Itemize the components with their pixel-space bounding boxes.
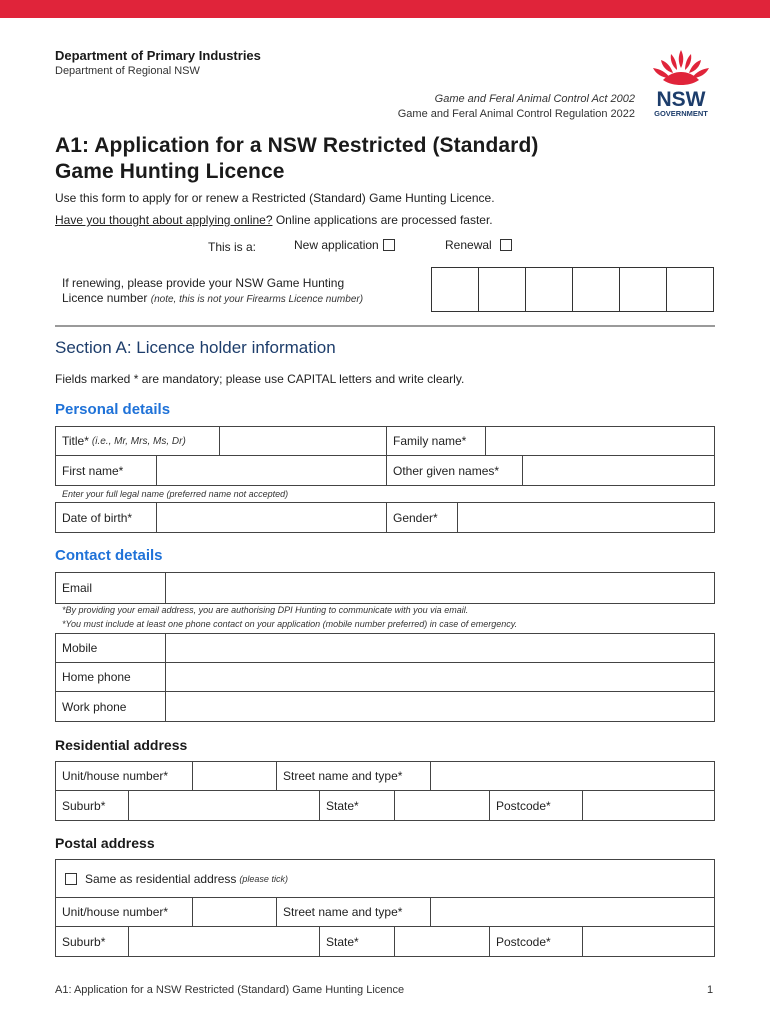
post-unit-label: Unit/house number* (56, 898, 193, 926)
nsw-government-logo (645, 48, 717, 120)
renewal-prompt-line-1: If renewing, please provide your NSW Game Hunting (62, 276, 345, 290)
res-suburb-label: Suburb* (56, 791, 129, 820)
same-as-residential-checkbox[interactable] (65, 873, 77, 885)
first-name-label: First name* (56, 456, 157, 485)
res-state-input[interactable] (395, 791, 490, 820)
legislation-references (398, 92, 635, 122)
res-postcode-label: Postcode* (490, 791, 583, 820)
intro-text: Use this form to apply for or renew a Restricted (Standard) Game Hunting Licence. (55, 191, 495, 205)
section-divider (55, 325, 715, 327)
post-suburb-input[interactable] (129, 927, 320, 956)
gender-label: Gender* (387, 503, 458, 532)
title-input[interactable] (220, 427, 387, 455)
email-consent-note: *By providing your email address, you are authorising DPI Hunting to communicate with you via email. (62, 605, 469, 615)
legal-name-note: Enter your full legal name (preferred name not accepted) (62, 489, 289, 499)
licence-digit-box[interactable] (432, 268, 479, 311)
renewal-label: Renewal (445, 238, 492, 252)
online-prompt (55, 213, 493, 227)
footer-title: A1: Application for a NSW Restricted (Standard) Game Hunting Licence (55, 984, 405, 996)
email-input[interactable] (166, 573, 714, 603)
act-name: Game and Feral Animal Control Act 2002 (434, 93, 635, 105)
dob-label: Date of birth* (56, 503, 157, 532)
first-name-input[interactable] (157, 456, 387, 485)
res-suburb-input[interactable] (129, 791, 320, 820)
res-unit-label: Unit/house number* (56, 762, 193, 790)
work-phone-label: Work phone (56, 692, 166, 721)
res-unit-input[interactable] (193, 762, 277, 790)
email-label: Email (56, 573, 166, 603)
personal-details-heading: Personal details (55, 401, 171, 418)
brand-top-bar (0, 0, 770, 18)
res-postcode-input[interactable] (583, 791, 714, 820)
dob-gender-table (55, 502, 715, 533)
post-unit-input[interactable] (193, 898, 277, 926)
dob-input[interactable] (157, 503, 387, 532)
regulation-name: Game and Feral Animal Control Regulation 2022 (397, 108, 635, 120)
mobile-label: Mobile (56, 634, 166, 662)
phone-required-note: *You must include at least one phone contact on your application (mobile number preferred) in case of emergency. (62, 619, 518, 629)
work-phone-input[interactable] (166, 692, 714, 721)
family-name-label: Family name* (387, 427, 486, 455)
post-street-label: Street name and type* (277, 898, 431, 926)
post-street-input[interactable] (431, 898, 714, 926)
renewal-licence-prompt (62, 276, 363, 307)
page-number: 1 (707, 984, 714, 996)
phone-table (55, 633, 715, 722)
other-names-input[interactable] (523, 456, 714, 485)
licence-digit-box[interactable] (620, 268, 667, 311)
post-suburb-label: Suburb* (56, 927, 129, 956)
licence-digit-box[interactable] (573, 268, 620, 311)
post-postcode-input[interactable] (583, 927, 714, 956)
renewal-prompt-line-2: Licence number (62, 291, 148, 305)
renewal-note: (note, this is not your Firearms Licence number) (150, 294, 364, 305)
application-type-label: This is a: (208, 240, 257, 254)
post-state-label: State* (320, 927, 395, 956)
department-name: Department of Primary Industries (55, 48, 261, 63)
postal-address-table (55, 859, 715, 957)
home-phone-label: Home phone (56, 663, 166, 691)
licence-digit-box[interactable] (667, 268, 713, 311)
mandatory-fields-note: Fields marked * are mandatory; please use CAPITAL letters and write clearly. (55, 372, 465, 386)
same-as-residential-hint: (please tick) (239, 873, 288, 884)
contact-details-heading: Contact details (55, 547, 163, 564)
res-street-input[interactable] (431, 762, 714, 790)
family-name-input[interactable] (486, 427, 714, 455)
online-prompt-rest: Online applications are processed faster. (272, 213, 493, 227)
email-table (55, 572, 715, 604)
post-state-input[interactable] (395, 927, 490, 956)
logo-text: NSW (656, 88, 706, 111)
subdepartment-name: Department of Regional NSW (55, 65, 200, 77)
licence-digit-box[interactable] (526, 268, 573, 311)
residential-address-heading: Residential address (55, 737, 188, 753)
postal-address-heading: Postal address (55, 835, 155, 851)
page-title (55, 133, 538, 185)
personal-details-table (55, 426, 715, 486)
same-as-residential-option[interactable] (56, 860, 714, 897)
title-line-1: A1: Application for a NSW Restricted (Standard) (55, 134, 539, 157)
new-application-option[interactable] (294, 238, 395, 252)
title-line-2: Game Hunting Licence (55, 160, 285, 183)
new-application-label: New application (294, 238, 379, 252)
other-names-label: Other given names* (387, 456, 523, 485)
gender-input[interactable] (458, 503, 714, 532)
apply-online-link[interactable]: Have you thought about applying online? (55, 213, 273, 227)
res-state-label: State* (320, 791, 395, 820)
renewal-option[interactable] (445, 238, 512, 252)
logo-subtext: GOVERNMENT (654, 109, 708, 118)
same-as-residential-label: Same as residential address (85, 871, 237, 886)
res-street-label: Street name and type* (277, 762, 431, 790)
residential-address-table (55, 761, 715, 821)
home-phone-input[interactable] (166, 663, 714, 691)
post-postcode-label: Postcode* (490, 927, 583, 956)
licence-number-boxes[interactable] (431, 267, 714, 312)
licence-digit-box[interactable] (479, 268, 526, 311)
mobile-input[interactable] (166, 634, 714, 662)
title-field-label: Title* (i.e., Mr, Mrs, Ms, Dr) (56, 427, 220, 455)
renewal-checkbox[interactable] (500, 239, 512, 251)
new-application-checkbox[interactable] (383, 239, 395, 251)
section-a-heading: Section A: Licence holder information (55, 338, 336, 357)
